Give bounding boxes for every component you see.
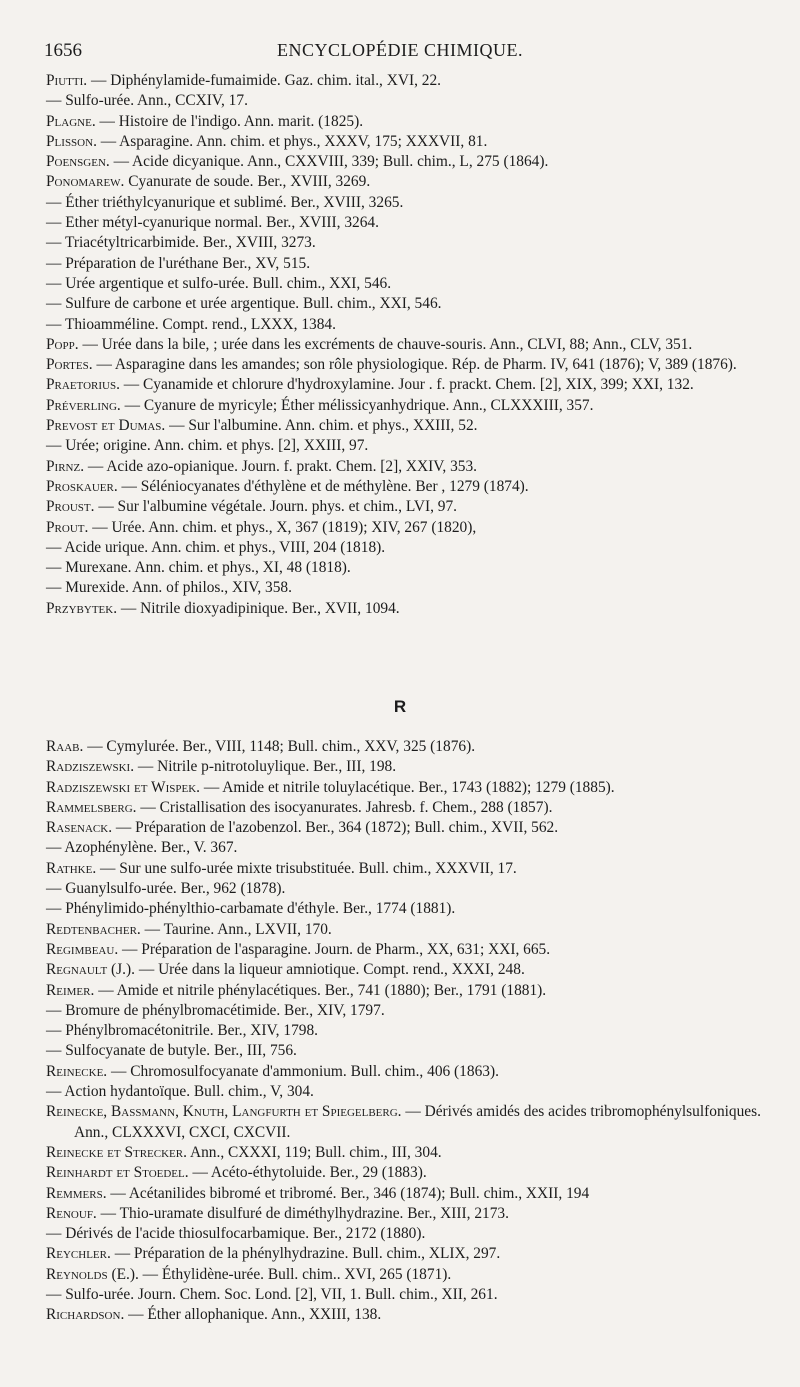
bibliography-entry <box>46 1224 770 1244</box>
entry-author: Przybytek. <box>46 599 118 617</box>
entry-text: — Taurine. Ann., LXVII, 170. <box>140 920 332 938</box>
entry-text: — Acide dicyanique. Ann., CXXVIII, 339; Bull. chim., L, 275 (1864). <box>109 153 549 171</box>
bibliography-entry <box>46 91 770 111</box>
bibliography-entry <box>46 274 770 294</box>
bibliography-entry <box>46 899 770 919</box>
entry-text: — Éther triéthylcyanurique et sublimé. Ber., XVIII, 3265. <box>46 193 404 211</box>
bibliography-entry <box>46 518 770 538</box>
entry-author: Plagne. <box>46 112 96 130</box>
entry-author: Rathke. <box>46 859 97 877</box>
bibliography-entry <box>46 1244 770 1264</box>
entry-text: — Dérivés de l'acide thiosulfocarbamique. Ber., 2172 (1880). <box>46 1225 426 1243</box>
entry-text: — Chromosulfocyanate d'ammonium. Bull. chim., 406 (1863). <box>107 1062 499 1080</box>
bibliography-entry <box>46 1163 770 1183</box>
entry-author: Regimbeau. <box>46 940 119 958</box>
entry-text: — Asparagine dans les amandes; son rôle physiologique. Rép. de Pharm. IV, 641 (1876); V, 389 (1876). <box>92 356 737 374</box>
bibliography-entry <box>46 1082 770 1102</box>
entry-text: — Murexane. Ann. chim. et phys., XI, 48 (1818). <box>46 559 351 577</box>
entry-text: — Phénylimido-phénylthio-carbamate d'éthyle. Ber., 1774 (1881). <box>46 900 456 918</box>
entry-text: — Asparagine. Ann. chim. et phys., XXXV, 175; XXXVII, 81. <box>96 132 488 150</box>
bibliography-entry <box>46 375 770 395</box>
entry-text: — Cyanure de myricyle; Éther mélissicyanhydrique. Ann., CLXXXIII, 357. <box>120 396 594 414</box>
entry-text: — Sur l'albumine. Ann. chim. et phys., XXIII, 52. <box>165 417 478 435</box>
bibliography-entry <box>46 213 770 233</box>
entry-text: — Guanylsulfo-urée. Ber., 962 (1878). <box>46 880 286 898</box>
bibliography-entry <box>46 132 770 152</box>
bibliography-entry <box>46 1021 770 1041</box>
bibliography-entry <box>46 294 770 314</box>
entry-author: Préverling. <box>46 396 121 414</box>
entry-author: Renouf. <box>46 1204 97 1222</box>
entry-author: Reinecke et Strecker. <box>46 1143 187 1161</box>
entry-text: — Acide urique. Ann. chim. et phys., VIII, 204 (1818). <box>46 538 386 556</box>
bibliography-entry <box>46 1305 770 1325</box>
entry-author: Richardson. <box>46 1306 125 1324</box>
entry-text: — Cyanamide et chlorure d'hydroxylamine. Jour . f. prackt. Chem. [2], XIX, 399; XXI, 132. <box>119 376 694 394</box>
entry-author: Reinecke, Bassmann, Knuth, Langfurth et Spiegelberg. <box>46 1103 402 1121</box>
bibliography-entry <box>46 1062 770 1082</box>
bibliography-entry <box>46 71 770 91</box>
entry-author: Raab. <box>46 738 84 755</box>
entry-author: Rammelsberg. <box>46 798 137 816</box>
bibliography-entry <box>46 497 770 517</box>
bibliography-entry <box>46 254 770 274</box>
bibliography-entry <box>46 1102 770 1143</box>
entry-text: — Sulfure de carbone et urée argentique. Bull. chim., XXI, 546. <box>46 295 442 313</box>
entry-author: Radziszewski. <box>46 758 135 776</box>
bibliography-entry <box>46 1285 770 1305</box>
running-head: ENCYCLOPÉDIE CHIMIQUE. <box>277 40 523 60</box>
entry-author: Praetorius. <box>46 376 120 394</box>
entry-author: Plisson. <box>46 132 97 150</box>
bibliography-entry <box>46 737 770 757</box>
entry-text: — Ether métyl-cyanurique normal. Ber., XVIII, 3264. <box>46 214 379 232</box>
entry-author: Proust. <box>46 498 95 516</box>
bibliography-entry <box>46 859 770 879</box>
entry-text: — Histoire de l'indigo. Ann. marit. (1825). <box>95 112 364 130</box>
bibliography-entry <box>46 778 770 798</box>
entry-text: — Séléniocyanates d'éthylène et de méthylène. Ber , 1279 (1874). <box>117 477 529 495</box>
bibliography-entry <box>46 396 770 416</box>
entry-text: — Nitrile p-nitrotoluylique. Ber., III, 198. <box>134 758 397 776</box>
entry-text: — Cymylurée. Ber., VIII, 1148; Bull. chim., XXV, 325 (1876). <box>83 738 476 755</box>
bibliography-entry <box>46 1204 770 1224</box>
bibliography-entry <box>46 558 770 578</box>
bibliography-entry <box>46 152 770 172</box>
bibliography-section-r <box>46 737 770 1326</box>
entry-text: Cyanurate de soude. Ber., XVIII, 3269. <box>124 173 371 191</box>
entry-author: Portes. <box>46 356 93 374</box>
bibliography-entry <box>46 920 770 940</box>
entry-text: — Thio-uramate disulfuré de diméthylhydrazine. Ber., XIII, 2173. <box>96 1204 509 1222</box>
page-header <box>44 40 756 66</box>
entry-text: — Éthylidène-urée. Bull. chim.. XVI, 265 (1871). <box>138 1265 452 1283</box>
entry-author: Ponomarew. <box>46 173 125 191</box>
entry-text: — Préparation de l'azobenzol. Ber., 364 (1872); Bull. chim., XVII, 562. <box>112 819 559 837</box>
entry-text: — Préparation de l'asparagine. Journ. de Pharm., XX, 631; XXI, 665. <box>118 940 551 958</box>
bibliography-entry <box>46 355 770 375</box>
entry-text: — Bromure de phénylbromacétimide. Ber., XIV, 1797. <box>46 1001 385 1019</box>
entry-text: — Amide et nitrile toluylacétique. Ber., 1743 (1882); 1279 (1885). <box>200 778 615 796</box>
bibliography-entry <box>46 1184 770 1204</box>
bibliography-entry <box>46 798 770 818</box>
bibliography-entry <box>46 315 770 335</box>
entry-text: — Nitrile dioxyadipinique. Ber., XVII, 1094. <box>117 599 400 617</box>
bibliography-entry <box>46 940 770 960</box>
bibliography-section-p <box>46 71 770 619</box>
entry-text: — Sur l'albumine végétale. Journ. phys. et chim., LVI, 97. <box>94 498 458 516</box>
entry-author: Reynolds (E.). <box>46 1265 139 1283</box>
bibliography-entry <box>46 1001 770 1021</box>
entry-text: — Sur une sulfo-urée mixte trisubstituée. Bull. chim., XXXVII, 17. <box>96 859 517 877</box>
bibliography-entry <box>46 1143 770 1163</box>
entry-text: — Urée dans la bile, ; urée dans les excréments de chauve-souris. Ann., CLVI, 88; Ann., CLV, 351. <box>78 335 693 353</box>
bibliography-entry <box>46 879 770 899</box>
bibliography-entry <box>46 1265 770 1285</box>
bibliography-entry <box>46 838 770 858</box>
entry-author: Reinecke. <box>46 1062 108 1080</box>
entry-text: — Amide et nitrile phénylacétiques. Ber., 741 (1880); Ber., 1791 (1881). <box>94 981 547 999</box>
entry-text: — Acétanilides bibromé et tribromé. Ber., 346 (1874); Bull. chim., XXII, 194 <box>106 1184 590 1202</box>
entry-text: — Phénylbromacétonitrile. Ber., XIV, 1798. <box>46 1022 319 1040</box>
section-letter: R <box>393 697 407 716</box>
entry-text: — Préparation de la phénylhydrazine. Bull. chim., XLIX, 297. <box>110 1245 501 1263</box>
entry-author: Prout. <box>46 518 89 536</box>
entry-text: — Sulfo-urée. Ann., CCXIV, 17. <box>46 92 248 110</box>
entry-text: — Acide azo-opianique. Journ. f. prakt. Chem. [2], XXIV, 353. <box>84 457 478 475</box>
entry-text: — Dérivés amidés des acides tribromophénylsulfoniques. Ann., CLXXXVI, CXCI, CXCVII. <box>74 1103 761 1141</box>
bibliography-entry <box>46 578 770 598</box>
bibliography-entry <box>46 960 770 980</box>
bibliography-entry <box>46 457 770 477</box>
entry-text: — Azophénylène. Ber., V. 367. <box>46 839 238 857</box>
entry-text: — Action hydantoïque. Bull. chim., V, 304. <box>46 1083 314 1101</box>
bibliography-entry <box>46 233 770 253</box>
bibliography-entry <box>46 477 770 497</box>
bibliography-entry <box>46 1041 770 1061</box>
entry-text: — Urée; origine. Ann. chim. et phys. [2], XXIII, 97. <box>46 437 369 455</box>
entry-author: Prevost et Dumas. <box>46 417 166 435</box>
entry-author: Reinhardt et Stoedel. <box>46 1164 189 1182</box>
entry-text: — Thioamméline. Compt. rend., LXXX, 1384. <box>46 315 336 333</box>
entry-text: — Éther allophanique. Ann., XXIII, 138. <box>124 1306 382 1324</box>
page-number: 1656 <box>44 40 82 61</box>
entry-author: Reychler. <box>46 1245 111 1263</box>
entry-author: Rasenack. <box>46 819 113 837</box>
bibliography-entry <box>46 981 770 1001</box>
bibliography-entry <box>46 112 770 132</box>
entry-text: — Préparation de l'uréthane Ber., XV, 515. <box>46 254 311 272</box>
bibliography-entry <box>46 818 770 838</box>
bibliography-entry <box>46 436 770 456</box>
bibliography-entry <box>46 335 770 355</box>
bibliography-entry <box>46 416 770 436</box>
entry-text: — Urée dans la liqueur amniotique. Compt. rend., XXXI, 248. <box>134 961 525 979</box>
entry-text: — Sulfo-urée. Journ. Chem. Soc. Lond. [2], VII, 1. Bull. chim., XII, 261. <box>46 1286 498 1304</box>
entry-text: — Urée argentique et sulfo-urée. Bull. chim., XXI, 546. <box>46 274 392 292</box>
bibliography-entry <box>46 757 770 777</box>
entry-author: Regnault (J.). <box>46 961 135 979</box>
bibliography-entry <box>46 599 770 619</box>
entry-author: Popp. <box>46 335 79 353</box>
entry-text: Ann., CXXXI, 119; Bull. chim., III, 304. <box>186 1143 442 1161</box>
entry-author: Remmers. <box>46 1184 107 1202</box>
bibliography-entry <box>46 193 770 213</box>
entry-author: Proskauer. <box>46 477 118 495</box>
entry-text: — Sulfocyanate de butyle. Ber., III, 756. <box>46 1042 297 1060</box>
entry-author: Poensgen. <box>46 153 110 171</box>
entry-author: Pirnz. <box>46 457 85 475</box>
entry-text: — Urée. Ann. chim. et phys., X, 367 (1819); XIV, 267 (1820), <box>88 518 477 536</box>
entry-author: Redtenbacher. <box>46 920 141 938</box>
entry-text: — Triacétyltricarbimide. Ber., XVIII, 3273. <box>46 234 316 252</box>
entry-text: — Murexide. Ann. of philos., XIV, 358. <box>46 579 292 597</box>
entry-author: Reimer. <box>46 981 95 999</box>
entry-text: — Acéto-éthytoluide. Ber., 29 (1883). <box>188 1164 427 1182</box>
entry-author: Piutti. <box>46 72 88 89</box>
entry-author: Radziszewski et Wispek. <box>46 778 200 796</box>
entry-text: — Cristallisation des isocyanurates. Jahresb. f. Chem., 288 (1857). <box>136 798 553 816</box>
bibliography-entry <box>46 172 770 192</box>
entry-text: — Diphénylamide-fumaimide. Gaz. chim. ital., XVI, 22. <box>87 72 442 89</box>
bibliography-entry <box>46 538 770 558</box>
